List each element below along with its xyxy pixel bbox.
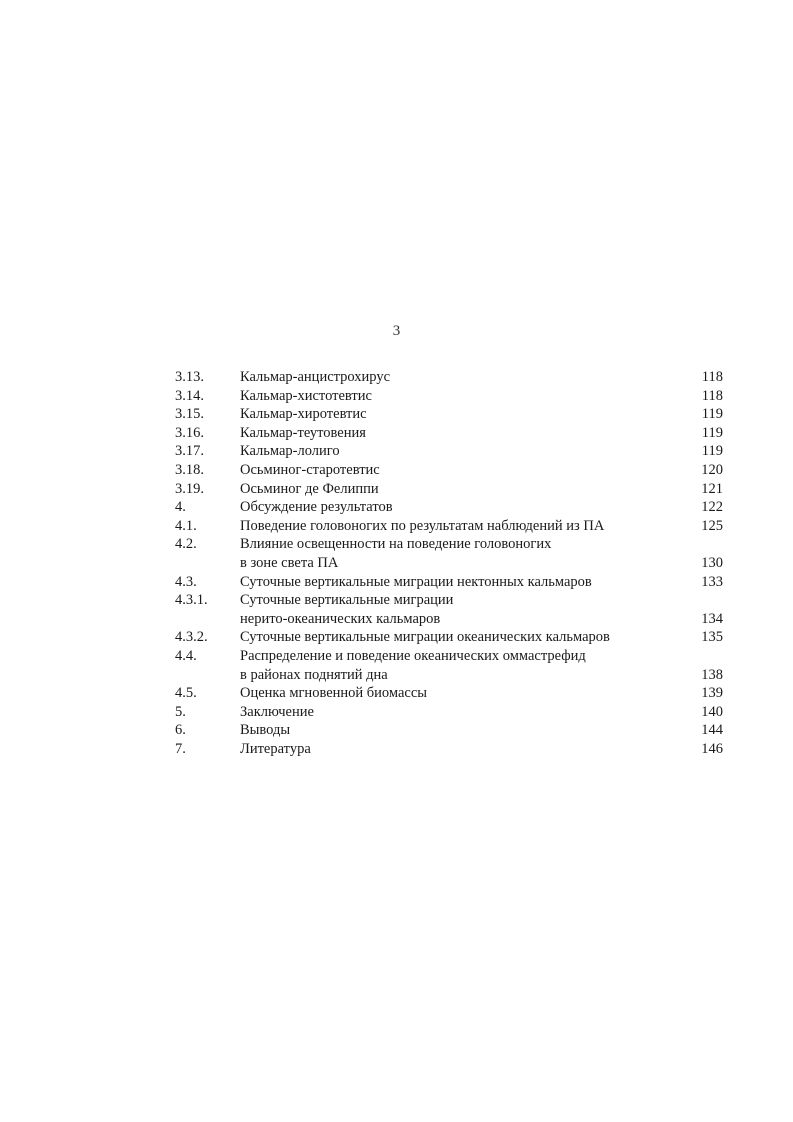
toc-page-number: 120 — [701, 461, 723, 478]
toc-page-number: 119 — [701, 424, 723, 441]
toc-title: Кальмар-хистотевтис — [240, 387, 372, 404]
toc-number: 4.5. — [175, 685, 197, 702]
toc-page-number: 119 — [701, 406, 723, 423]
toc-number: 3.15. — [175, 406, 204, 423]
toc-line — [175, 405, 725, 424]
toc-line — [175, 610, 725, 629]
toc-line — [175, 517, 725, 536]
toc-entry — [175, 647, 725, 684]
toc-title: Осьминог де Фелиппи — [240, 480, 379, 497]
toc-title: Суточные вертикальные миграции океанических кальмаров — [240, 629, 610, 646]
toc-line — [175, 424, 725, 443]
toc-entry — [175, 368, 725, 387]
toc-page-number: 144 — [701, 722, 723, 739]
toc-page-number: 118 — [701, 369, 723, 385]
toc-line — [175, 591, 725, 610]
toc-page-number: 130 — [701, 554, 723, 571]
toc-line — [175, 721, 725, 740]
toc-title: в зоне света ПА — [240, 554, 339, 571]
toc-number: 3.13. — [175, 369, 204, 385]
toc-title: Суточные вертикальные миграции нектонных кальмаров — [240, 573, 592, 590]
toc-entry — [175, 573, 725, 592]
toc-number: 6. — [175, 722, 186, 739]
toc-page-number: 138 — [701, 666, 723, 683]
toc-page-number: 133 — [701, 573, 723, 590]
toc-entry — [175, 535, 725, 572]
toc-number: 3.18. — [175, 461, 204, 478]
toc-title: Влияние освещенности на поведение головоногих — [240, 536, 552, 553]
toc-number: 7. — [175, 740, 186, 757]
toc-entry — [175, 424, 725, 443]
toc-line — [175, 461, 725, 480]
toc-title: Литература — [240, 740, 311, 757]
toc-line — [175, 573, 725, 592]
toc-number: 4.3. — [175, 573, 197, 590]
toc-title: Заключение — [240, 703, 314, 720]
toc-page-number: 135 — [701, 629, 723, 646]
toc-number: 3.14. — [175, 387, 204, 404]
toc-entry — [175, 517, 725, 536]
toc-entry — [175, 740, 725, 759]
toc-title: Выводы — [240, 722, 291, 739]
toc-entry — [175, 703, 725, 722]
toc-page-number: 119 — [701, 443, 723, 460]
toc-entry — [175, 498, 725, 517]
toc-entry — [175, 628, 725, 647]
toc-title: Поведение головоногих по результатам наблюдений из ПА — [240, 517, 605, 534]
toc-number: 5. — [175, 703, 186, 720]
toc-page-number: 146 — [701, 740, 723, 757]
toc-number: 3.19. — [175, 480, 204, 497]
toc-title: Распределение и поведение океанических оммастрефид — [240, 647, 586, 664]
toc-entry — [175, 684, 725, 703]
toc-entry — [175, 721, 725, 740]
toc-page-number: 125 — [701, 517, 723, 534]
toc-entry — [175, 461, 725, 480]
toc-number: 4.4. — [175, 647, 197, 664]
toc-page-number: 118 — [701, 387, 723, 404]
toc-title: нерито-океанических кальмаров — [240, 610, 441, 627]
toc-title: Кальмар-теутовения — [240, 424, 366, 441]
toc-title: Кальмар-лолиго — [240, 443, 340, 460]
toc-line — [175, 442, 725, 461]
toc-title: Кальмар-анцистрохирус — [240, 369, 391, 385]
toc-entry — [175, 591, 725, 628]
toc-line — [175, 498, 725, 517]
toc-line — [175, 740, 725, 759]
toc-page-number: 139 — [701, 685, 723, 702]
toc-title: Суточные вертикальные миграции — [240, 592, 454, 609]
toc-line — [175, 647, 725, 666]
toc-title: в районах поднятий дна — [240, 666, 388, 683]
toc-title: Кальмар-хиротевтис — [240, 406, 367, 423]
toc-title: Осьминог-старотевтис — [240, 461, 380, 478]
table-of-contents — [175, 368, 725, 758]
page-number: 3 — [392, 323, 401, 339]
toc-entry — [175, 387, 725, 406]
toc-number: 4. — [175, 499, 186, 516]
toc-number: 4.1. — [175, 517, 197, 534]
toc-number: 3.17. — [175, 443, 204, 460]
toc-line — [175, 628, 725, 647]
toc-page-number: 122 — [701, 499, 723, 516]
toc-line — [175, 535, 725, 554]
toc-title: Оценка мгновенной биомассы — [240, 685, 428, 702]
toc-line — [175, 554, 725, 573]
toc-number: 4.2. — [175, 536, 197, 553]
toc-number: 4.3.2. — [175, 629, 208, 646]
toc-line — [175, 666, 725, 685]
toc-page-number: 134 — [701, 610, 723, 627]
toc-entry — [175, 442, 725, 461]
toc-entry — [175, 480, 725, 499]
toc-title: Обсуждение результатов — [240, 499, 393, 516]
toc-line — [175, 684, 725, 703]
toc-number: 3.16. — [175, 424, 204, 441]
toc-number: 4.3.1. — [175, 592, 208, 609]
toc-line — [175, 480, 725, 499]
toc-entry — [175, 405, 725, 424]
toc-line — [175, 368, 725, 387]
toc-page-number: 121 — [701, 480, 723, 497]
toc-line — [175, 703, 725, 722]
toc-page-number: 140 — [701, 703, 723, 720]
toc-line — [175, 387, 725, 406]
